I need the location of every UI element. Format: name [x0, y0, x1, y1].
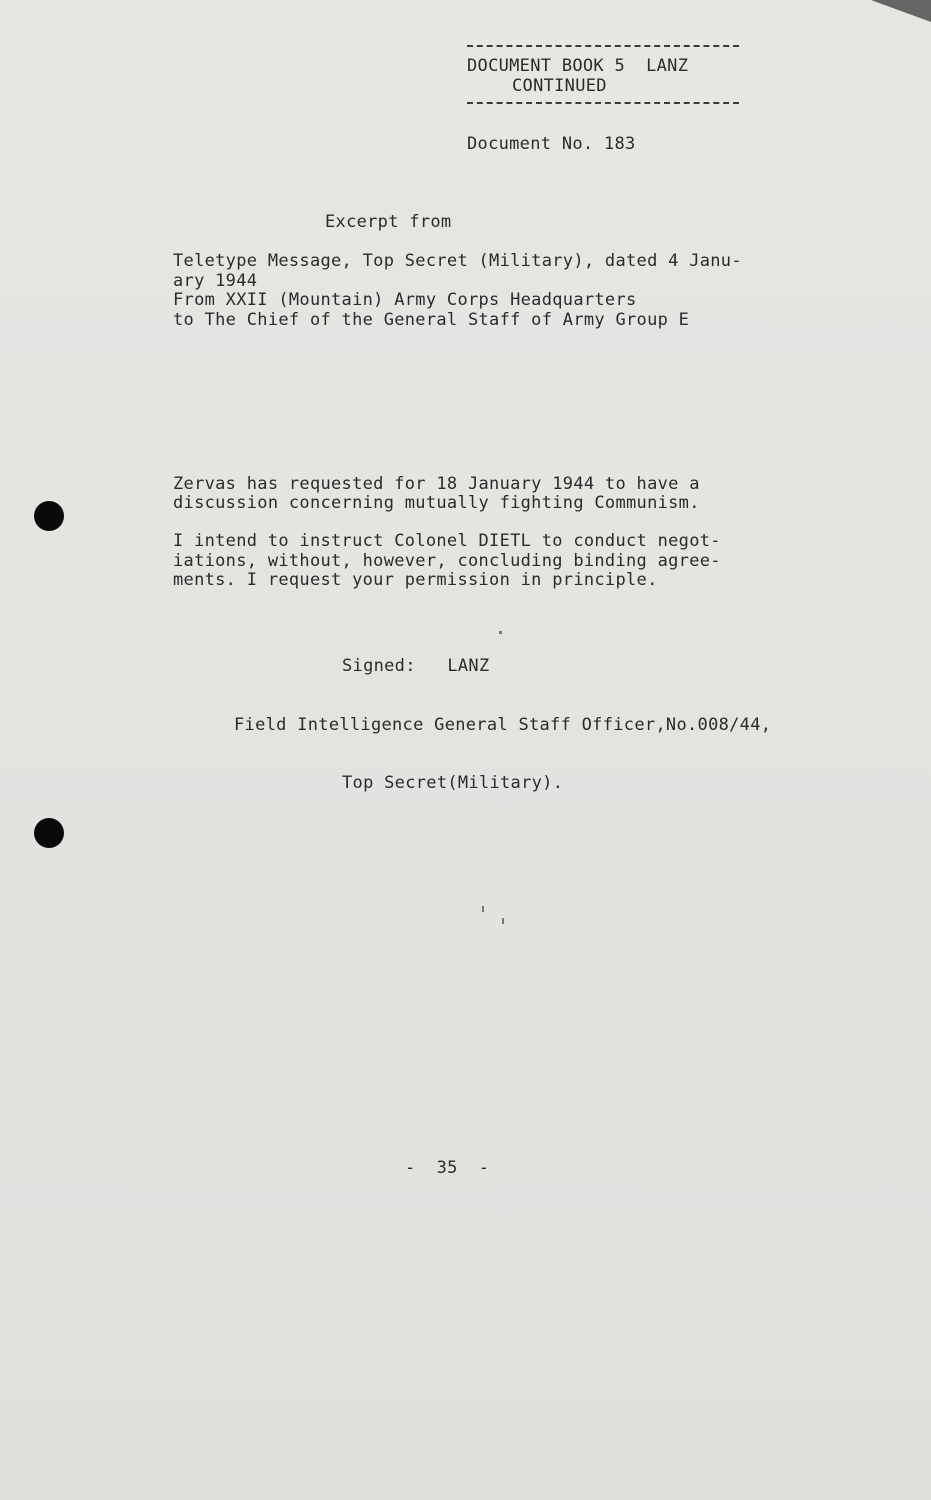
paper-speck — [499, 631, 502, 634]
body-para2-line2: iations, without, however, concluding binding agree- — [173, 551, 721, 571]
paper-speck — [502, 918, 504, 924]
source-line-1: Teletype Message, Top Secret (Military), dated 4 Janu- — [173, 251, 742, 271]
punch-hole-top — [34, 501, 64, 531]
body-para2-line1: I intend to instruct Colonel DIETL to conduct negot- — [173, 531, 721, 551]
excerpt-label: Excerpt from — [325, 212, 452, 232]
classification-line: Top Secret(Military). — [342, 773, 564, 793]
signature-line: Signed: LANZ — [342, 656, 490, 676]
header-title: DOCUMENT BOOK 5 LANZ — [467, 56, 689, 76]
body-para1-line2: discussion concerning mutually fighting Communism. — [173, 493, 700, 513]
header-bottom-rule — [467, 102, 739, 104]
header-top-rule — [467, 45, 739, 47]
source-line-2: ary 1944 — [173, 271, 258, 291]
page-number: - 35 - — [405, 1158, 490, 1178]
page-corner-fold — [871, 0, 931, 22]
source-line-3: From XXII (Mountain) Army Corps Headquarters — [173, 290, 637, 310]
header-continued: CONTINUED — [512, 76, 607, 96]
body-para2-line3: ments. I request your permission in principle. — [173, 570, 658, 590]
source-line-4: to The Chief of the General Staff of Army Group E — [173, 310, 690, 330]
document-number: Document No. 183 — [467, 134, 636, 154]
paper-speck — [482, 906, 484, 912]
office-line: Field Intelligence General Staff Officer,No.008/44, — [234, 715, 772, 735]
punch-hole-bottom — [34, 818, 64, 848]
body-para1-line1: Zervas has requested for 18 January 1944 to have a — [173, 474, 700, 494]
